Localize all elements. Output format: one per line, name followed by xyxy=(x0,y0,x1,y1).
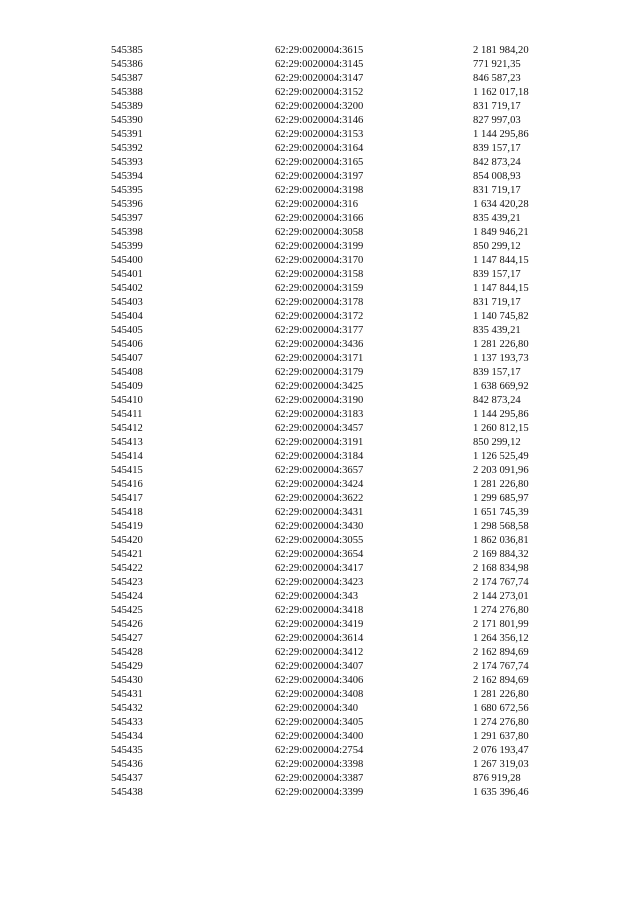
cadastral-value-cell: 2 162 894,69 xyxy=(473,675,529,686)
row-number-cell: 545431 xyxy=(111,689,143,700)
table-row xyxy=(0,212,640,225)
cadastral-number-cell: 62:29:0020004:3654 xyxy=(275,549,364,560)
row-number-cell: 545414 xyxy=(111,451,143,462)
table-row xyxy=(0,534,640,547)
table-row xyxy=(0,450,640,463)
cadastral-number-cell: 62:29:0020004:3197 xyxy=(275,171,364,182)
row-number-cell: 545397 xyxy=(111,213,143,224)
cadastral-value-cell: 1 299 685,97 xyxy=(473,493,529,504)
cadastral-number-cell: 62:29:0020004:3190 xyxy=(275,395,364,406)
cadastral-value-cell: 1 137 193,73 xyxy=(473,353,529,364)
cadastral-number-cell: 62:29:0020004:3425 xyxy=(275,381,364,392)
cadastral-value-cell: 2 181 984,20 xyxy=(473,45,529,56)
row-number-cell: 545433 xyxy=(111,717,143,728)
row-number-cell: 545416 xyxy=(111,479,143,490)
cadastral-value-cell: 1 267 319,03 xyxy=(473,759,529,770)
table-row xyxy=(0,184,640,197)
row-number-cell: 545407 xyxy=(111,353,143,364)
row-number-cell: 545428 xyxy=(111,647,143,658)
cadastral-number-cell: 62:29:0020004:2754 xyxy=(275,745,364,756)
cadastral-number-cell: 62:29:0020004:3199 xyxy=(275,241,364,252)
row-number-cell: 545385 xyxy=(111,45,143,56)
cadastral-value-cell: 1 862 036,81 xyxy=(473,535,529,546)
table-row xyxy=(0,352,640,365)
cadastral-value-cell: 1 144 295,86 xyxy=(473,409,529,420)
row-number-cell: 545436 xyxy=(111,759,143,770)
cadastral-value-cell: 1 147 844,15 xyxy=(473,255,529,266)
cadastral-value-cell: 1 281 226,80 xyxy=(473,689,529,700)
table-row xyxy=(0,464,640,477)
table-row xyxy=(0,296,640,309)
row-number-cell: 545395 xyxy=(111,185,143,196)
cadastral-number-cell: 62:29:0020004:3431 xyxy=(275,507,364,518)
cadastral-value-cell: 846 587,23 xyxy=(473,73,521,84)
table-row xyxy=(0,478,640,491)
cadastral-number-cell: 62:29:0020004:3146 xyxy=(275,115,364,126)
cadastral-number-cell: 62:29:0020004:3177 xyxy=(275,325,364,336)
table-row xyxy=(0,310,640,323)
cadastral-value-cell: 1 281 226,80 xyxy=(473,479,529,490)
cadastral-value-cell: 2 169 884,32 xyxy=(473,549,529,560)
cadastral-number-cell: 62:29:0020004:3419 xyxy=(275,619,364,630)
table-row xyxy=(0,730,640,743)
cadastral-number-cell: 62:29:0020004:3179 xyxy=(275,367,364,378)
table-row xyxy=(0,520,640,533)
cadastral-number-cell: 62:29:0020004:3408 xyxy=(275,689,364,700)
cadastral-value-cell: 839 157,17 xyxy=(473,269,521,280)
row-number-cell: 545420 xyxy=(111,535,143,546)
table-row xyxy=(0,86,640,99)
cadastral-number-cell: 62:29:0020004:3200 xyxy=(275,101,364,112)
cadastral-number-cell: 62:29:0020004:3145 xyxy=(275,59,364,70)
table-row xyxy=(0,338,640,351)
cadastral-number-cell: 62:29:0020004:3398 xyxy=(275,759,364,770)
table-row xyxy=(0,492,640,505)
row-number-cell: 545398 xyxy=(111,227,143,238)
cadastral-number-cell: 62:29:0020004:3405 xyxy=(275,717,364,728)
cadastral-number-cell: 62:29:0020004:3615 xyxy=(275,45,364,56)
row-number-cell: 545424 xyxy=(111,591,143,602)
row-number-cell: 545434 xyxy=(111,731,143,742)
cadastral-value-cell: 1 849 946,21 xyxy=(473,227,529,238)
row-number-cell: 545400 xyxy=(111,255,143,266)
cadastral-value-cell: 1 140 745,82 xyxy=(473,311,529,322)
table-row xyxy=(0,506,640,519)
cadastral-value-cell: 2 144 273,01 xyxy=(473,591,529,602)
table-row xyxy=(0,282,640,295)
table-row xyxy=(0,618,640,631)
row-number-cell: 545388 xyxy=(111,87,143,98)
table-row xyxy=(0,58,640,71)
row-number-cell: 545425 xyxy=(111,605,143,616)
row-number-cell: 545393 xyxy=(111,157,143,168)
row-number-cell: 545438 xyxy=(111,787,143,798)
cadastral-number-cell: 62:29:0020004:3178 xyxy=(275,297,364,308)
cadastral-value-cell: 850 299,12 xyxy=(473,437,521,448)
cadastral-value-cell: 2 174 767,74 xyxy=(473,661,529,672)
cadastral-value-cell: 831 719,17 xyxy=(473,185,521,196)
cadastral-number-cell: 62:29:0020004:3457 xyxy=(275,423,364,434)
row-number-cell: 545402 xyxy=(111,283,143,294)
row-number-cell: 545435 xyxy=(111,745,143,756)
cadastral-number-cell: 62:29:0020004:3170 xyxy=(275,255,364,266)
table-row xyxy=(0,366,640,379)
cadastral-value-cell: 850 299,12 xyxy=(473,241,521,252)
table-row xyxy=(0,394,640,407)
row-number-cell: 545422 xyxy=(111,563,143,574)
cadastral-value-cell: 842 873,24 xyxy=(473,395,521,406)
table-row xyxy=(0,632,640,645)
row-number-cell: 545427 xyxy=(111,633,143,644)
row-number-cell: 545421 xyxy=(111,549,143,560)
cadastral-value-cell: 1 638 669,92 xyxy=(473,381,529,392)
cadastral-number-cell: 62:29:0020004:3417 xyxy=(275,563,364,574)
table-row xyxy=(0,688,640,701)
cadastral-value-cell: 2 203 091,96 xyxy=(473,465,529,476)
row-number-cell: 545386 xyxy=(111,59,143,70)
cadastral-value-cell: 1 126 525,49 xyxy=(473,451,529,462)
table-row xyxy=(0,758,640,771)
cadastral-value-cell: 771 921,35 xyxy=(473,59,521,70)
cadastral-value-cell: 1 281 226,80 xyxy=(473,339,529,350)
table-row xyxy=(0,198,640,211)
cadastral-number-cell: 62:29:0020004:3399 xyxy=(275,787,364,798)
table-row xyxy=(0,100,640,113)
cadastral-value-cell: 842 873,24 xyxy=(473,157,521,168)
row-number-cell: 545405 xyxy=(111,325,143,336)
cadastral-value-cell: 876 919,28 xyxy=(473,773,521,784)
cadastral-number-cell: 62:29:0020004:3423 xyxy=(275,577,364,588)
cadastral-number-cell: 62:29:0020004:3412 xyxy=(275,647,364,658)
table-row xyxy=(0,324,640,337)
table-row xyxy=(0,604,640,617)
cadastral-number-cell: 62:29:0020004:3055 xyxy=(275,535,364,546)
table-row xyxy=(0,156,640,169)
table-row xyxy=(0,744,640,757)
row-number-cell: 545412 xyxy=(111,423,143,434)
row-number-cell: 545437 xyxy=(111,773,143,784)
row-number-cell: 545406 xyxy=(111,339,143,350)
table-row xyxy=(0,226,640,239)
cadastral-number-cell: 62:29:0020004:3387 xyxy=(275,773,364,784)
table-row xyxy=(0,590,640,603)
cadastral-number-cell: 62:29:0020004:3171 xyxy=(275,353,364,364)
cadastral-value-cell: 1 651 745,39 xyxy=(473,507,529,518)
table-row xyxy=(0,44,640,57)
cadastral-value-cell: 839 157,17 xyxy=(473,143,521,154)
cadastral-number-cell: 62:29:0020004:3406 xyxy=(275,675,364,686)
table-row xyxy=(0,268,640,281)
cadastral-number-cell: 62:29:0020004:3424 xyxy=(275,479,364,490)
cadastral-value-cell: 831 719,17 xyxy=(473,101,521,112)
table-row xyxy=(0,716,640,729)
table-row xyxy=(0,660,640,673)
cadastral-value-cell: 1 291 637,80 xyxy=(473,731,529,742)
cadastral-number-cell: 62:29:0020004:3430 xyxy=(275,521,364,532)
table-row xyxy=(0,408,640,421)
cadastral-value-cell: 1 635 396,46 xyxy=(473,787,529,798)
cadastral-number-cell: 62:29:0020004:3058 xyxy=(275,227,364,238)
row-number-cell: 545423 xyxy=(111,577,143,588)
row-number-cell: 545430 xyxy=(111,675,143,686)
cadastral-value-cell: 835 439,21 xyxy=(473,325,521,336)
row-number-cell: 545411 xyxy=(111,409,143,420)
row-number-cell: 545390 xyxy=(111,115,143,126)
row-number-cell: 545404 xyxy=(111,311,143,322)
cadastral-number-cell: 62:29:0020004:3159 xyxy=(275,283,364,294)
cadastral-value-cell: 835 439,21 xyxy=(473,213,521,224)
cadastral-number-cell: 62:29:0020004:316 xyxy=(275,199,358,210)
row-number-cell: 545403 xyxy=(111,297,143,308)
table-row xyxy=(0,576,640,589)
cadastral-number-cell: 62:29:0020004:3153 xyxy=(275,129,364,140)
row-number-cell: 545413 xyxy=(111,437,143,448)
cadastral-number-cell: 62:29:0020004:3158 xyxy=(275,269,364,280)
cadastral-value-cell: 839 157,17 xyxy=(473,367,521,378)
cadastral-number-cell: 62:29:0020004:3198 xyxy=(275,185,364,196)
row-number-cell: 545418 xyxy=(111,507,143,518)
cadastral-number-cell: 62:29:0020004:3400 xyxy=(275,731,364,742)
table-row xyxy=(0,702,640,715)
cadastral-number-cell: 62:29:0020004:3183 xyxy=(275,409,364,420)
table-row xyxy=(0,422,640,435)
cadastral-value-cell: 2 076 193,47 xyxy=(473,745,529,756)
table-row xyxy=(0,548,640,561)
row-number-cell: 545394 xyxy=(111,171,143,182)
cadastral-number-cell: 62:29:0020004:3614 xyxy=(275,633,364,644)
cadastral-value-cell: 2 171 801,99 xyxy=(473,619,529,630)
cadastral-value-cell: 1 147 844,15 xyxy=(473,283,529,294)
row-number-cell: 545409 xyxy=(111,381,143,392)
cadastral-number-cell: 62:29:0020004:3166 xyxy=(275,213,364,224)
cadastral-value-cell: 2 168 834,98 xyxy=(473,563,529,574)
cadastral-value-cell: 1 634 420,28 xyxy=(473,199,529,210)
cadastral-number-cell: 62:29:0020004:3165 xyxy=(275,157,364,168)
row-number-cell: 545417 xyxy=(111,493,143,504)
cadastral-number-cell: 62:29:0020004:3436 xyxy=(275,339,364,350)
cadastral-number-cell: 62:29:0020004:3407 xyxy=(275,661,364,672)
table-row xyxy=(0,562,640,575)
table-row xyxy=(0,674,640,687)
row-number-cell: 545426 xyxy=(111,619,143,630)
table-row xyxy=(0,114,640,127)
cadastral-number-cell: 62:29:0020004:3152 xyxy=(275,87,364,98)
table-row xyxy=(0,170,640,183)
table-row xyxy=(0,436,640,449)
cadastral-value-cell: 854 008,93 xyxy=(473,171,521,182)
row-number-cell: 545399 xyxy=(111,241,143,252)
row-number-cell: 545419 xyxy=(111,521,143,532)
row-number-cell: 545432 xyxy=(111,703,143,714)
cadastral-number-cell: 62:29:0020004:3657 xyxy=(275,465,364,476)
row-number-cell: 545415 xyxy=(111,465,143,476)
cadastral-value-cell: 827 997,03 xyxy=(473,115,521,126)
table-row xyxy=(0,142,640,155)
cadastral-value-cell: 831 719,17 xyxy=(473,297,521,308)
row-number-cell: 545396 xyxy=(111,199,143,210)
cadastral-value-cell: 1 680 672,56 xyxy=(473,703,529,714)
cadastral-number-cell: 62:29:0020004:340 xyxy=(275,703,358,714)
row-number-cell: 545387 xyxy=(111,73,143,84)
cadastral-number-cell: 62:29:0020004:343 xyxy=(275,591,358,602)
cadastral-number-cell: 62:29:0020004:3418 xyxy=(275,605,364,616)
table-row xyxy=(0,128,640,141)
cadastral-value-cell: 1 274 276,80 xyxy=(473,605,529,616)
cadastral-value-cell: 2 174 767,74 xyxy=(473,577,529,588)
table-row xyxy=(0,646,640,659)
table-row xyxy=(0,72,640,85)
row-number-cell: 545389 xyxy=(111,101,143,112)
cadastral-value-cell: 1 144 295,86 xyxy=(473,129,529,140)
row-number-cell: 545392 xyxy=(111,143,143,154)
row-number-cell: 545391 xyxy=(111,129,143,140)
cadastral-number-cell: 62:29:0020004:3184 xyxy=(275,451,364,462)
table-row xyxy=(0,772,640,785)
cadastral-value-cell: 1 274 276,80 xyxy=(473,717,529,728)
table-row xyxy=(0,380,640,393)
row-number-cell: 545401 xyxy=(111,269,143,280)
cadastral-number-cell: 62:29:0020004:3622 xyxy=(275,493,364,504)
table-row xyxy=(0,254,640,267)
cadastral-number-cell: 62:29:0020004:3164 xyxy=(275,143,364,154)
table-row xyxy=(0,786,640,799)
table-row xyxy=(0,240,640,253)
cadastral-value-cell: 1 264 356,12 xyxy=(473,633,529,644)
row-number-cell: 545408 xyxy=(111,367,143,378)
row-number-cell: 545429 xyxy=(111,661,143,672)
cadastral-number-cell: 62:29:0020004:3147 xyxy=(275,73,364,84)
cadastral-value-cell: 1 260 812,15 xyxy=(473,423,529,434)
row-number-cell: 545410 xyxy=(111,395,143,406)
cadastral-value-cell: 1 162 017,18 xyxy=(473,87,529,98)
cadastral-value-cell: 1 298 568,58 xyxy=(473,521,529,532)
cadastral-number-cell: 62:29:0020004:3191 xyxy=(275,437,364,448)
cadastral-number-cell: 62:29:0020004:3172 xyxy=(275,311,364,322)
cadastral-value-cell: 2 162 894,69 xyxy=(473,647,529,658)
